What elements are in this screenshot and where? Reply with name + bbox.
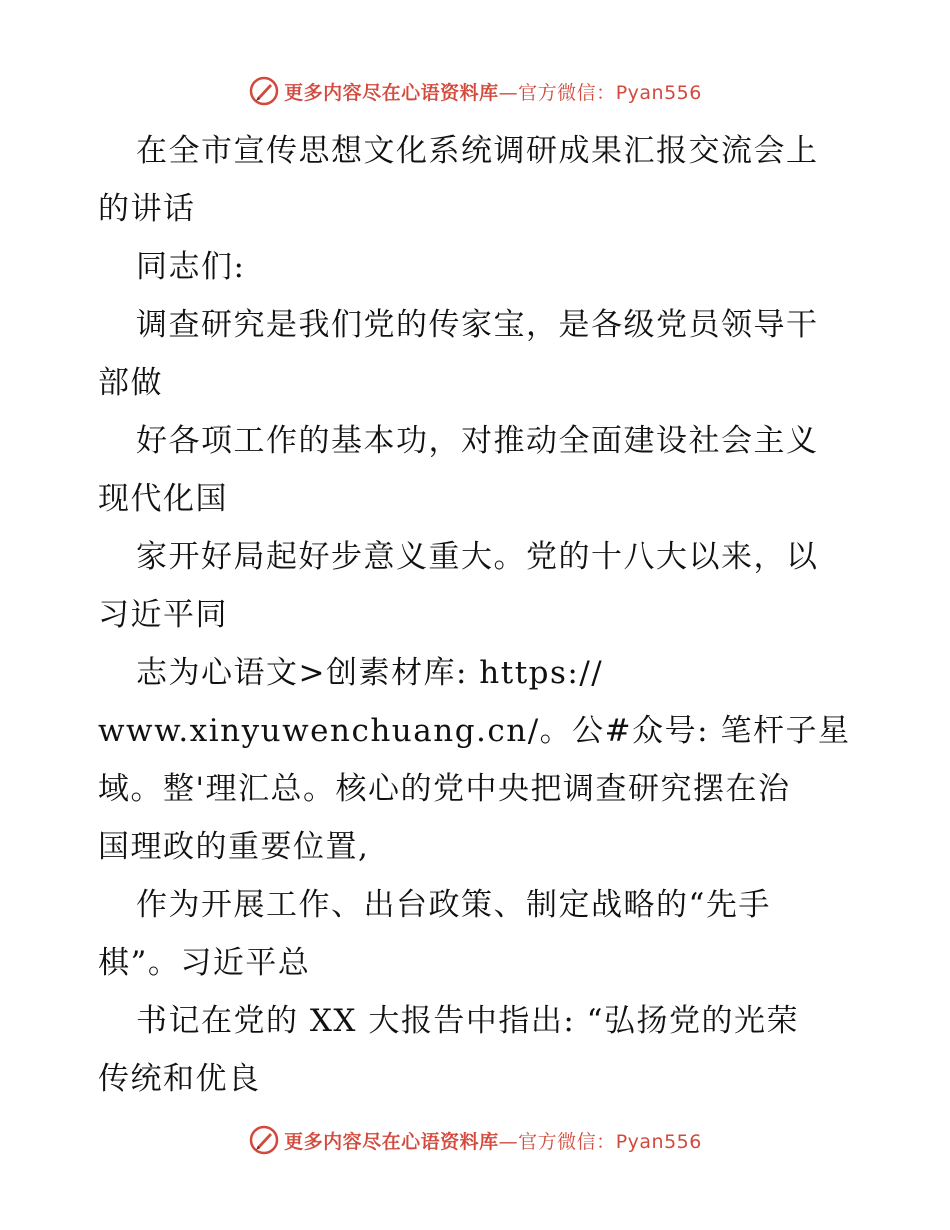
text-line: www.xinyuwenchuang.cn/。公#众号: 笔杆子星 — [98, 713, 851, 749]
text-line: 家开好局起好步意义重大。党的十八大以来，以 — [136, 539, 819, 575]
banner-dash: — — [498, 1130, 519, 1153]
text-line: 作为开展工作、出台政策、制定战略的“先手 — [136, 887, 771, 923]
header-watermark-banner — [0, 71, 950, 111]
banner-main-text: 更多内容尽在心语资料库 — [284, 1130, 499, 1153]
banner-main-text: 更多内容尽在心语资料库 — [284, 81, 499, 104]
text-line: 传统和优良 — [98, 1061, 261, 1097]
banner-official-label: 官方微信： — [518, 81, 616, 104]
text-line: 好各项工作的基本功，对推动全面建设社会主义 — [136, 423, 819, 459]
footer-watermark-banner — [0, 1120, 950, 1160]
banner-wechat-id: Pyan556 — [615, 1130, 702, 1153]
quill-logo-icon — [248, 75, 280, 107]
text-line: 志为心语文>创素材库: https:// — [136, 655, 604, 691]
text-line: 在全市宣传思想文化系统调研成果汇报交流会上 — [136, 133, 819, 169]
document-body — [98, 122, 858, 1108]
text-line: 国理政的重要位置, — [98, 829, 370, 865]
text-line: 部做 — [98, 365, 163, 401]
text-line: 的讲话 — [98, 191, 196, 227]
banner-dash: — — [498, 81, 519, 104]
banner-official-label: 官方微信： — [518, 1130, 616, 1153]
text-line: 习近平同 — [98, 597, 228, 633]
text-line: 现代化国 — [98, 481, 228, 517]
text-line: 棋”。习近平总 — [98, 945, 311, 981]
text-line: 域。整'理汇总。核心的党中央把调查研究摆在治 — [98, 771, 791, 807]
quill-logo-icon — [248, 1124, 280, 1156]
banner-wechat-id: Pyan556 — [615, 81, 702, 104]
text-line: 书记在党的 XX 大报告中指出: “弘扬党的光荣 — [136, 1003, 799, 1039]
text-line: 调查研究是我们党的传家宝，是各级党员领导干 — [136, 307, 819, 343]
text-line: 同志们: — [136, 249, 246, 285]
